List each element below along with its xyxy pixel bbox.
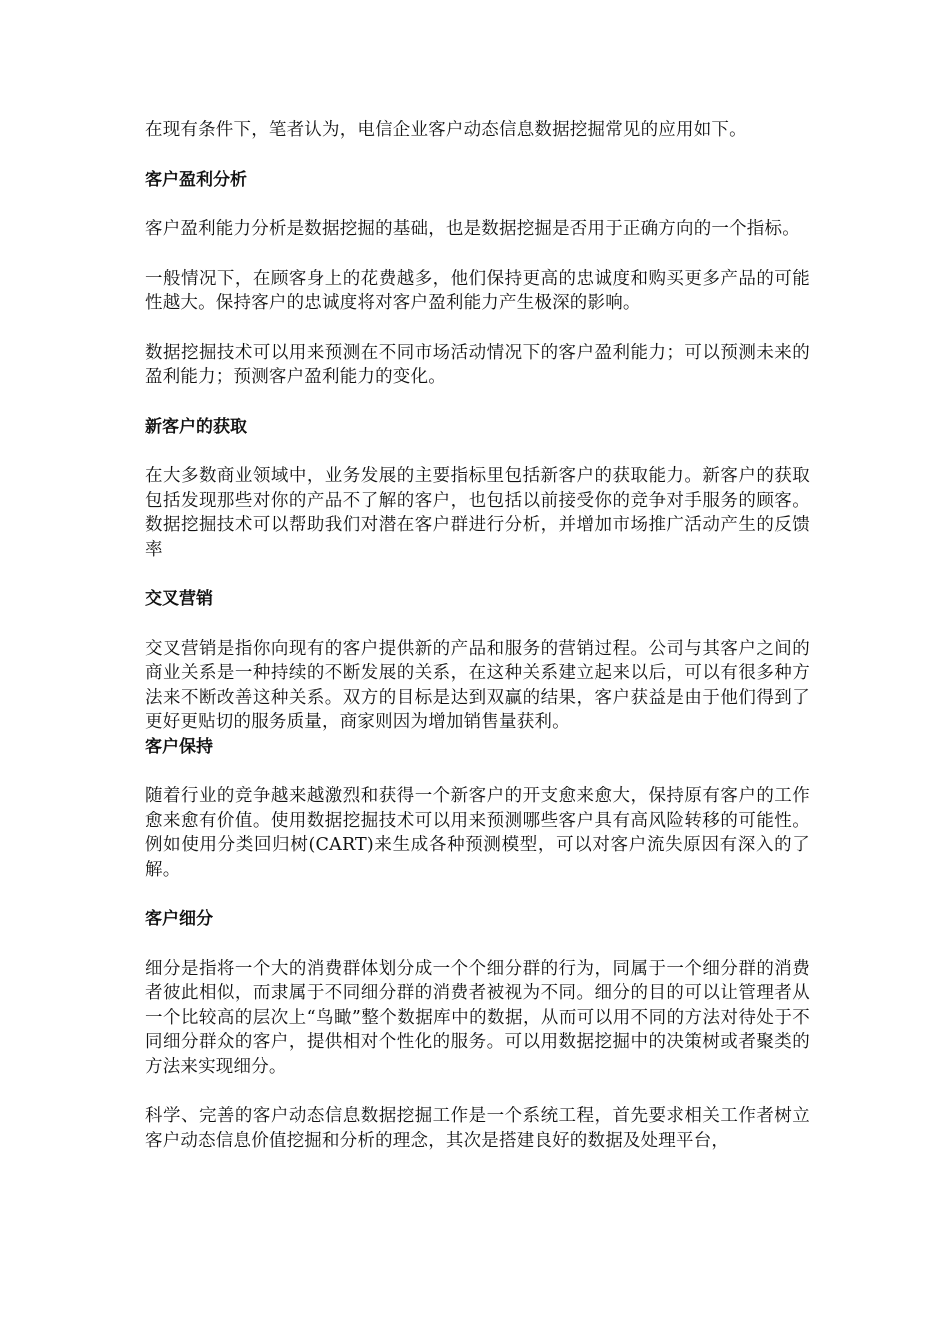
section-heading-retention: 客户保持 bbox=[145, 736, 213, 757]
section-heading-segmentation: 客户细分 bbox=[145, 909, 213, 929]
document-body bbox=[145, 118, 810, 1153]
closing-paragraph: 科学、完善的客户动态信息数据挖掘工作是一个系统工程，首先要求相关工作者树立客户动态信息价值挖掘和分析的理念，其次是搭建良好的数据及处理平台， bbox=[145, 1106, 810, 1151]
paragraph: 随着行业的竞争越来越激烈和获得一个新客户的开支愈来愈大，保持原有客户的工作愈来愈有价值。使用数据挖掘技术可以用来预测哪些客户具有高风险转移的可能性。例如使用分类回归树(CART)来生成各种预测模型，可以对客户流失原因有深入的了解。 bbox=[145, 786, 810, 880]
intro-paragraph: 在现有条件下，笔者认为，电信企业客户动态信息数据挖掘常见的应用如下。 bbox=[145, 120, 747, 140]
paragraph: 在大多数商业领域中，业务发展的主要指标里包括新客户的获取能力。新客户的获取包括发现那些对你的产品不了解的客户，也包括以前接受你的竞争对手服务的顾客。数据挖掘技术可以帮助我们对潜在客户群进行分析，并增加市场推广活动产生的反馈率 bbox=[145, 466, 810, 560]
paragraph: 细分是指将一个大的消费群体划分成一个个细分群的行为，同属于一个细分群的消费者彼此相似，而隶属于不同细分群的消费者被视为不同。细分的目的可以让管理者从一个比较高的层次上“鸟瞰”整个数据库中的数据，从而可以用不同的方法对待处于不同细分群众的客户，提供相对个性化的服务。可以用数据挖掘中的决策树或者聚类的方法来实现细分。 bbox=[145, 958, 810, 1077]
paragraph: 数据挖掘技术可以用来预测在不同市场活动情况下的客户盈利能力；可以预测未来的盈利能力；预测客户盈利能力的变化。 bbox=[145, 342, 810, 387]
section-heading-acquisition: 新客户的获取 bbox=[145, 416, 247, 437]
paragraph: 交叉营销是指你向现有的客户提供新的产品和服务的营销过程。公司与其客户之间的商业关系是一种持续的不断发展的关系，在这种关系建立起来以后，可以有很多种方法来不断改善这种关系。双方的目标是达到双赢的结果，客户获益是由于他们得到了更好更贴切的服务质量，商家则因为增加销售量获利。 bbox=[145, 638, 810, 732]
paragraph: 一般情况下，在顾客身上的花费越多，他们保持更高的忠诚度和购买更多产品的可能性越大。保持客户的忠诚度将对客户盈利能力产生极深的影响。 bbox=[145, 268, 810, 313]
section-heading-cross-selling: 交叉营销 bbox=[145, 589, 213, 609]
section-heading-profitability: 客户盈利分析 bbox=[145, 169, 247, 190]
paragraph: 客户盈利能力分析是数据挖掘的基础，也是数据挖掘是否用于正确方向的一个指标。 bbox=[145, 219, 800, 239]
